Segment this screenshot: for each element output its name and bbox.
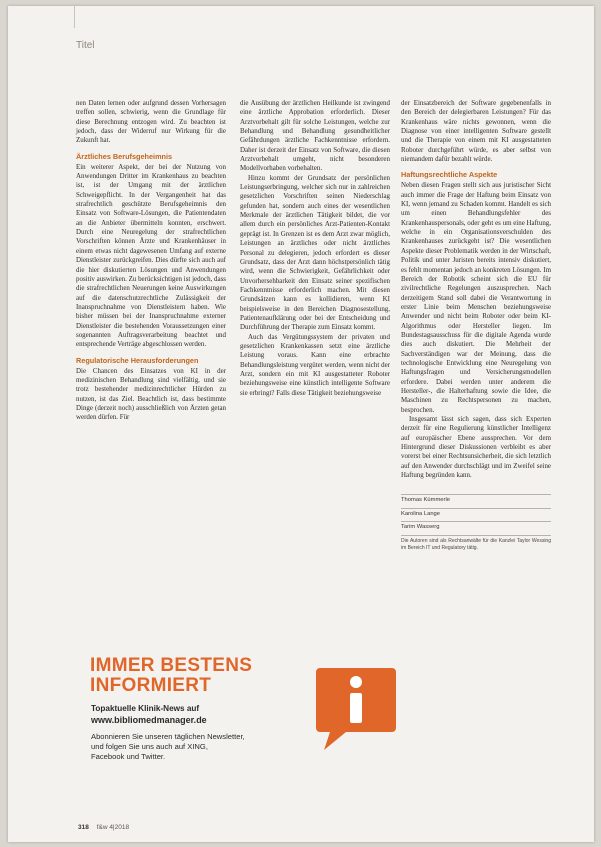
author-block <box>401 494 551 551</box>
page-footer <box>78 824 129 831</box>
ad-headline-line: INFORMIERT <box>90 675 212 696</box>
page-number: 318 <box>78 824 89 831</box>
author-name: Karolina Lange <box>401 508 551 519</box>
newsletter-ad <box>86 656 398 784</box>
article-column-3 <box>401 99 551 551</box>
ad-body-line: Facebook und Twitter. <box>91 752 166 762</box>
paragraph: Hinzu kommt der Grundsatz der persönlichen Leistungserbringung, welcher sich nur in zahlreichen gesetzlichen Vorschriften seinen Niederschlag gefunden hat, sondern auch eines der wesentlichen Merkmale der ärztlichen Tätigkeit bildet, die vor allem durch ein persönliches Arzt-Patienten-Kontakt geprägt ist. In Grenzen ist es dem Arzt zwar möglich, Leistungen an ärztliches oder nicht ärztliches Personal zu delegieren, jedoch erfordert es dieser Grundsatz, dass der Arzt dann höchstpersönlich tätig wird, wenn die Schwierigkeit, Gefährlichkeit oder Unvorhersehbarkeit den Einsatz seiner spezifischen Fachkenntnisse erforderlich machen. Mit diesen Grundsätzen kann es kollidieren, wenn KI beispielsweise in den Bereichen Diagnosestellung, Patientenaufklärung oder bei der Entscheidung und Durchführung der Therapie zum Einsatz kommt. <box>240 173 390 332</box>
author-bio: Die Autoren sind als Rechtsanwälte für die Kanzlei Taylor Wessing im Bereich IT und Regulatory tätig. <box>401 535 551 551</box>
issue-label: f&w 4|2018 <box>96 824 130 831</box>
paragraph: die Ausübung der ärztlichen Heilkunde ist zwingend eine ärztliche Approbation erforderlich. Dieser Arztvorbehalt gilt für solche Leistungen, welche zur Behandlung und Behandlung gesundheitlicher Gefährdungen ärztliche Fachkenntnisse erfordern. Daher ist derzeit der Einsatz von Software, die diesen Arztvorbehalt umgeht, nicht besonderen Modellvorhaben vorbehalten. <box>240 99 390 173</box>
header-rule <box>74 6 75 28</box>
section-label: Titel <box>76 40 95 51</box>
article-column-1 <box>76 99 226 423</box>
paragraph: Die Chancen des Einsatzes von KI in der medizinischen Behandlung sind vielfältig, und sie trotz bestehender medizinrechtlicher Hürden zu nutzen, ist das Ziel. Beachtlich ist, dass bestimmte Dinge (derzeit noch) ausschließlich von Ärzten getan werden dürfen. Für <box>76 366 226 422</box>
subheading: Regulatorische Herausforderungen <box>76 355 199 365</box>
paragraph: Neben diesen Fragen stellt sich aus juristischer Sicht auch immer die Frage der Haftung beim Einsatz von KI, wenn jemand zu Schaden kommt. Handelt es sich um einen Behandlungsfehler des Krankenhauspersonals, oder geht es um eine Haftung, welche in ein Organisationsverschulden des Krankenhauses zurückgeht ist? Die wesentlichen Aspekte dieser Problematik werden in der Wirtschaft, Politik und unter Juristen bereits intensiv diskutiert, es fehlt momentan jedoch an konkreten Lösungen. Im Bereich der Robotik scheint sich die EU für zivilrechtliche Regelungen auszusprechen. Nach derzeitigem Stand soll dabei die Verantwortung in erster Linie beim Menschen beziehungsweise Anwender und nicht beim Roboter oder beim KI-Algorithmus oder Hersteller liegen. Im Bundestagsausschuss für die digitale Agenda wurde dies auch diskutiert. Die Mehrheit der Sachverständigen war der Meinung, dass die technologische Entwicklung eine Neuregelung von Haftungsfragen und Versicherungsmodellen erfordere. Dabei werden unter anderem die Hersteller-, die Halterhaftung sowie die Idee, die Maschinen zu Rechtspersonen zu machen, besprochen. <box>401 181 551 414</box>
ad-headline-line: IMMER BESTENS <box>90 655 253 676</box>
paragraph: nen Daten lernen oder aufgrund dessen Vorhersagen treffen sollen, schwierig, wenn die Grundlage für diese Berechnung entzogen wird. Zu beachten ist jedoch, dass der Widerruf nur Wirkung für die Zukunft hat. <box>76 99 226 145</box>
ad-tagline: Topaktuelle Klinik-News auf <box>91 704 200 713</box>
paragraph: der Einsatzbereich der Software gegebenenfalls in den Bereich der delegierbaren Leistungen? Für das Krankenhaus wäre nichts gewonnen, wenn die Diagnose von einer intelligenten Software gestellt und die Therapie von einem mit KI ausgestatteten Roboter durchgeführt würde, es aber selbst von niemandem dafür bezahlt würde. <box>401 99 551 164</box>
paragraph: Auch das Vergütungssystem der privaten und gesetzlichen Krankenkassen setzt eine ärztliche Leistung voraus. Kann eine erbrachte Behandlungsleistung vergütet werden, wenn nicht der Arzt, sondern ein mit KI ausgestatteter Roboter beziehungsweise eine künstlich intelligente Software sie erbringt? Falls diese Tätigkeit beziehungsweise <box>240 332 390 397</box>
author-name: Thomas Kümmerle <box>401 494 551 505</box>
info-speech-bubble-icon <box>312 664 398 752</box>
magazine-page <box>8 6 594 842</box>
subheading: Ärztliches Berufsgeheimnis <box>76 151 173 161</box>
ad-body <box>91 732 321 763</box>
ad-url-link[interactable]: www.bibliomedmanager.de <box>91 715 207 725</box>
ad-body-line: Abonnieren Sie unseren täglichen Newsletter, <box>91 732 245 741</box>
author-name: Tarim Wasserg <box>401 521 551 532</box>
ad-headline <box>90 656 252 696</box>
subheading: Haftungsrechtliche Aspekte <box>401 170 498 180</box>
paragraph: Ein weiterer Aspekt, der bei der Nutzung von Anwendungen Dritter im Krankenhaus zu beachten ist, ist der Umgang mit der ärztlichen Schweigepflicht. In der Vergangenheit hat das strafrechtlich geschützte Berufsgeheimnis den Einsatz von Software-Lösungen, die Patientendaten an die Anbieter übermitteln konnten, erschwert. Durch eine Neuregelung der strafrechtlichen Vorschriften können Ärzte und Krankenhäuser in einem etwas nicht dagewesenen Umfang auf externe Dienstleister zurückgreifen. Dies dürfte sich auch auf die hier diskutierten Lösungen und Anwendungen positiv auswirken. Zu berücksichtigen ist jedoch, dass die strafrechtlichen Neuerungen keine Auswirkungen auf die datenschutzrechtliche Zulässigkeit der Inanspruchnahme von Dienstleistern haben. Wie bisher müssen bei der Inanspruchnahme externer Dienstleister die bestehenden Voraussetzungen einer sogenannten Auftragsverarbeitung beachtet und entsprechende Verträge abgeschlossen werden. <box>76 162 226 349</box>
article-column-2 <box>240 99 390 398</box>
paragraph: Insgesamt lässt sich sagen, dass sich Experten derzeit für eine Regulierung künstlicher Intelligenz auf europäischer Ebene aussprechen. Vor dem Hintergrund dieser Diskussionen verbleibt es aber vorerst bei einer Rechtsunsicherheit, die sich letztlich auf den Anwender durchschlägt und im Zweifel seine Haftung begründen kann. <box>401 415 551 480</box>
ad-body-line: und folgen Sie uns auch auf XING, <box>91 742 208 752</box>
